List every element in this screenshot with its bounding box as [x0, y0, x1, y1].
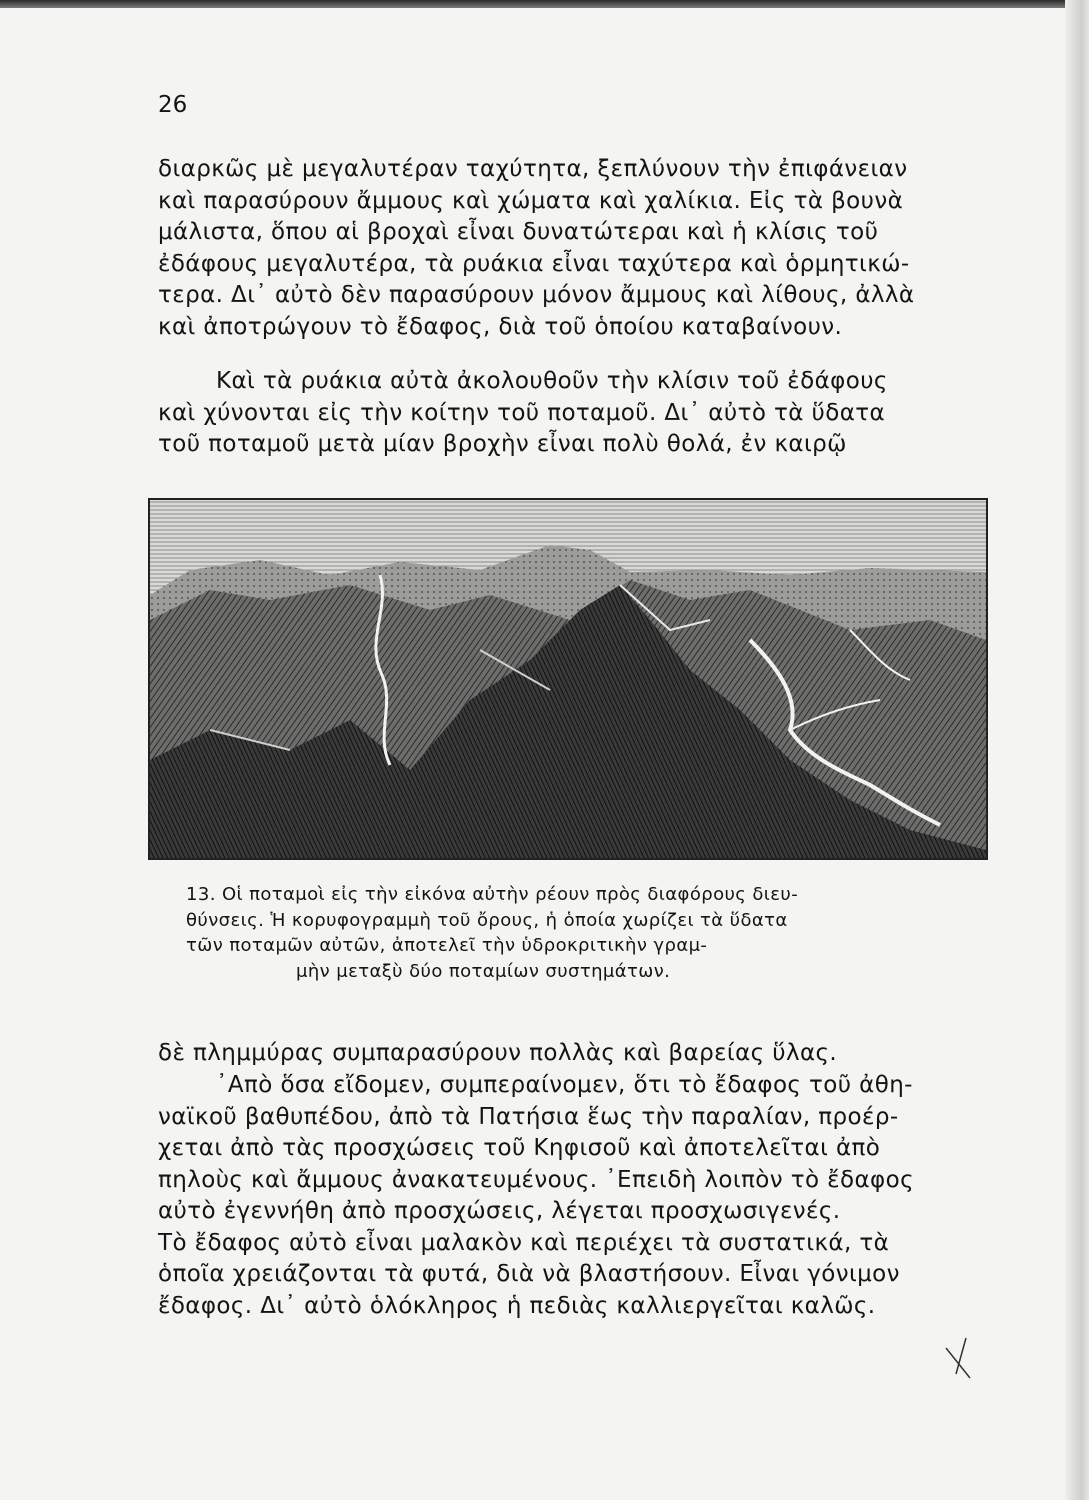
- text-line: ᾿Απὸ ὅσα εἴδομεν, συμπεραίνομεν, ὅτι τὸ ἔδαφος τοῦ ἀθη-: [216, 1072, 913, 1098]
- text-line: καὶ ἀποτρώγουν τὸ ἔδαφος, διὰ τοῦ ὁποίου καταβαίνουν.: [158, 313, 843, 340]
- text-line: ὁποῖα χρειάζονται τὰ φυτά, διὰ νὰ βλαστήσουν. Εἶναι γόνιμον: [158, 1261, 900, 1287]
- text-line: πηλοὺς καὶ ἄμμους ἀνακατευμένους. ᾿Επειδὴ λοιπὸν τὸ ἔδαφος: [158, 1166, 914, 1193]
- text-line: τερα. Δι᾿ αὐτὸ δὲν παρασύρουν μόνον ἄμμους καὶ λίθους, ἀλλὰ: [158, 282, 915, 308]
- paragraph-3: [158, 1038, 978, 1070]
- caption-line: μὴν μεταξὺ δύο ποταμίων συστημάτων.: [296, 960, 671, 982]
- text-line: διαρκῶς μὲ μεγαλυτέραν ταχύτητα, ξεπλύνουν τὴν ἐπιφάνειαν: [158, 156, 908, 182]
- text-line: μάλιστα, ὅπου αἱ βροχαὶ εἶναι δυνατώτεραι καὶ ἡ κλίσις τοῦ: [158, 219, 879, 245]
- text-line: ἐδάφους μεγαλυτέρα, τὰ ρυάκια εἶναι ταχύτερα καὶ ὁρμητικώ-: [158, 250, 910, 277]
- text-line: καὶ παρασύρουν ἄμμους καὶ χώματα καὶ χαλίκια. Εἰς τὰ βουνὰ: [158, 187, 904, 214]
- text-line: Καὶ τὰ ρυάκια αὐτὰ ἀκολουθοῦν τὴν κλίσιν τοῦ ἐδάφους: [216, 368, 888, 394]
- paragraph-2: [158, 366, 978, 461]
- text-line: ἔδαφος. Δι᾿ αὐτὸ ὁλόκληρος ἡ πεδιὰς καλλιεργεῖται καλῶς.: [158, 1292, 876, 1319]
- scan-top-edge: [0, 0, 1089, 8]
- caption-line: θύνσεις. Ἡ κορυφογραμμὴ τοῦ ὄρους, ἡ ὁποία χωρίζει τὰ ὕδατα: [186, 909, 788, 931]
- pencil-x-mark: [944, 1330, 974, 1384]
- paragraph-1: [158, 154, 978, 343]
- paragraph-4: [158, 1070, 978, 1322]
- text-line: αὐτὸ ἐγεννήθη ἀπὸ προσχώσεις, λέγεται προσχωσιγενές.: [158, 1198, 841, 1224]
- text-line: καὶ χύνονται εἰς τὴν κοίτην τοῦ ποταμοῦ. Δι᾿ αὐτὸ τὰ ὕδατα: [158, 399, 886, 426]
- text-line: τοῦ ποταμοῦ μετὰ μίαν βροχὴν εἶναι πολὺ θολά, ἐν καιρῷ: [158, 431, 847, 457]
- caption-line: τῶν ποταμῶν αὐτῶν, ἀποτελεῖ τὴν ὑδροκριτικὴν γραμ-: [186, 935, 708, 956]
- mountain-river-engraving: [148, 498, 988, 860]
- text-line: Τὸ ἔδαφος αὐτὸ εἶναι μαλακὸν καὶ περιέχει τὰ συστατικά, τὰ: [158, 1229, 890, 1256]
- figure-caption: [186, 882, 956, 984]
- text-line: ναϊκοῦ βαθυπέδου, ἀπὸ τὰ Πατήσια ἕως τὴν παραλίαν, προέρ-: [158, 1103, 899, 1130]
- page-number: 26: [158, 92, 188, 118]
- scan-right-edge: [1065, 0, 1089, 1500]
- caption-line: 13. Οἱ ποταμοὶ εἰς τὴν εἰκόνα αὐτὴν ρέουν πρὸς διαφόρους διευ-: [186, 884, 799, 905]
- text-line: δὲ πλημμύρας συμπαρασύρουν πολλὰς καὶ βαρείας ὕλας.: [158, 1040, 838, 1066]
- text-line: χεται ἀπὸ τὰς προσχώσεις τοῦ Κηφισοῦ καὶ ἀποτελεῖται ἀπὸ: [158, 1135, 881, 1161]
